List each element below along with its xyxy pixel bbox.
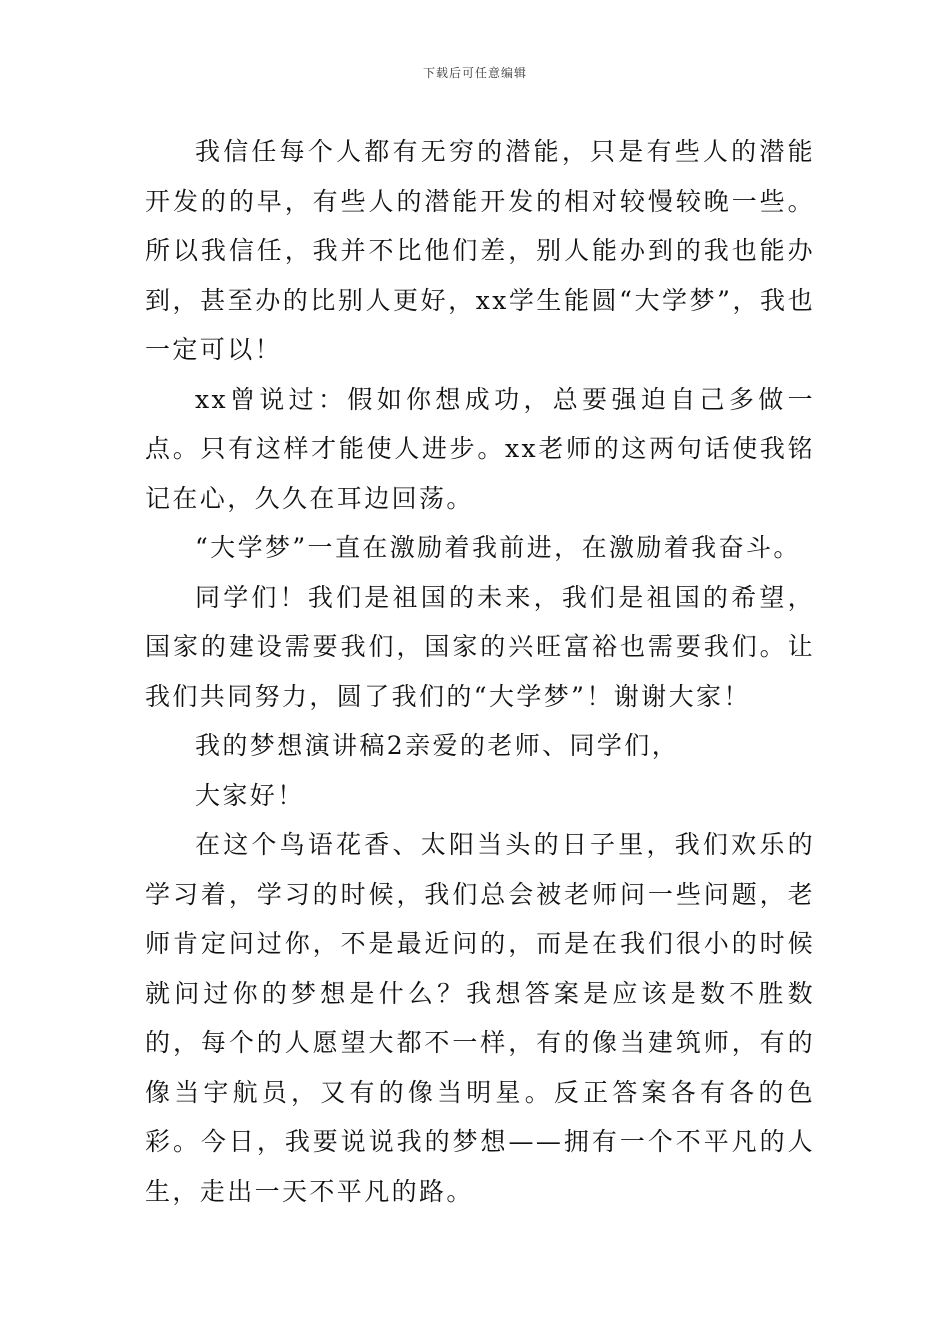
document-body <box>145 127 815 1216</box>
page-header: 下载后可任意编辑 <box>422 66 527 80</box>
paragraph-7: 在这个鸟语花香、太阳当头的日子里，我们欢乐的学习着，学习的时候，我们总会被老师问一些问题，老师肯定问过你，不是最近问的，而是在我们很小的时候就问过你的梦想是什么？我想答案是应该是数不胜数的，每个的人愿望大都不一样，有的像当建筑师，有的像当宇航员，又有的像当明星。反正答案各有各的色彩。今日，我要说说我的梦想——拥有一个不平凡的人生，走出一天不平凡的路。 <box>145 830 815 1206</box>
paragraph-3: “大学梦”一直在激励着我前进，在激励着我奋斗。 <box>195 533 801 562</box>
paragraph-4: 同学们！我们是祖国的未来，我们是祖国的希望，国家的建设需要我们，国家的兴旺富裕也需要我们。让我们共同努力，圆了我们的“大学梦”！谢谢大家！ <box>145 582 815 711</box>
paragraph-2: xx曾说过：假如你想成功，总要强迫自己多做一点。只有这样才能使人进步。xx老师的这两句话使我铭记在心，久久在耳边回荡。 <box>145 384 815 513</box>
paragraph-6: 大家好！ <box>195 780 305 810</box>
paragraph-1: 我信任每个人都有无穷的潜能，只是有些人的潜能开发的的早，有些人的潜能开发的相对较慢较晚一些。所以我信任，我并不比他们差，别人能办到的我也能办到，甚至办的比别人更好，xx学生能圆“大学梦”，我也一定可以！ <box>145 137 815 364</box>
paragraph-5: 我的梦想演讲稿2亲爱的老师、同学们， <box>195 731 680 760</box>
